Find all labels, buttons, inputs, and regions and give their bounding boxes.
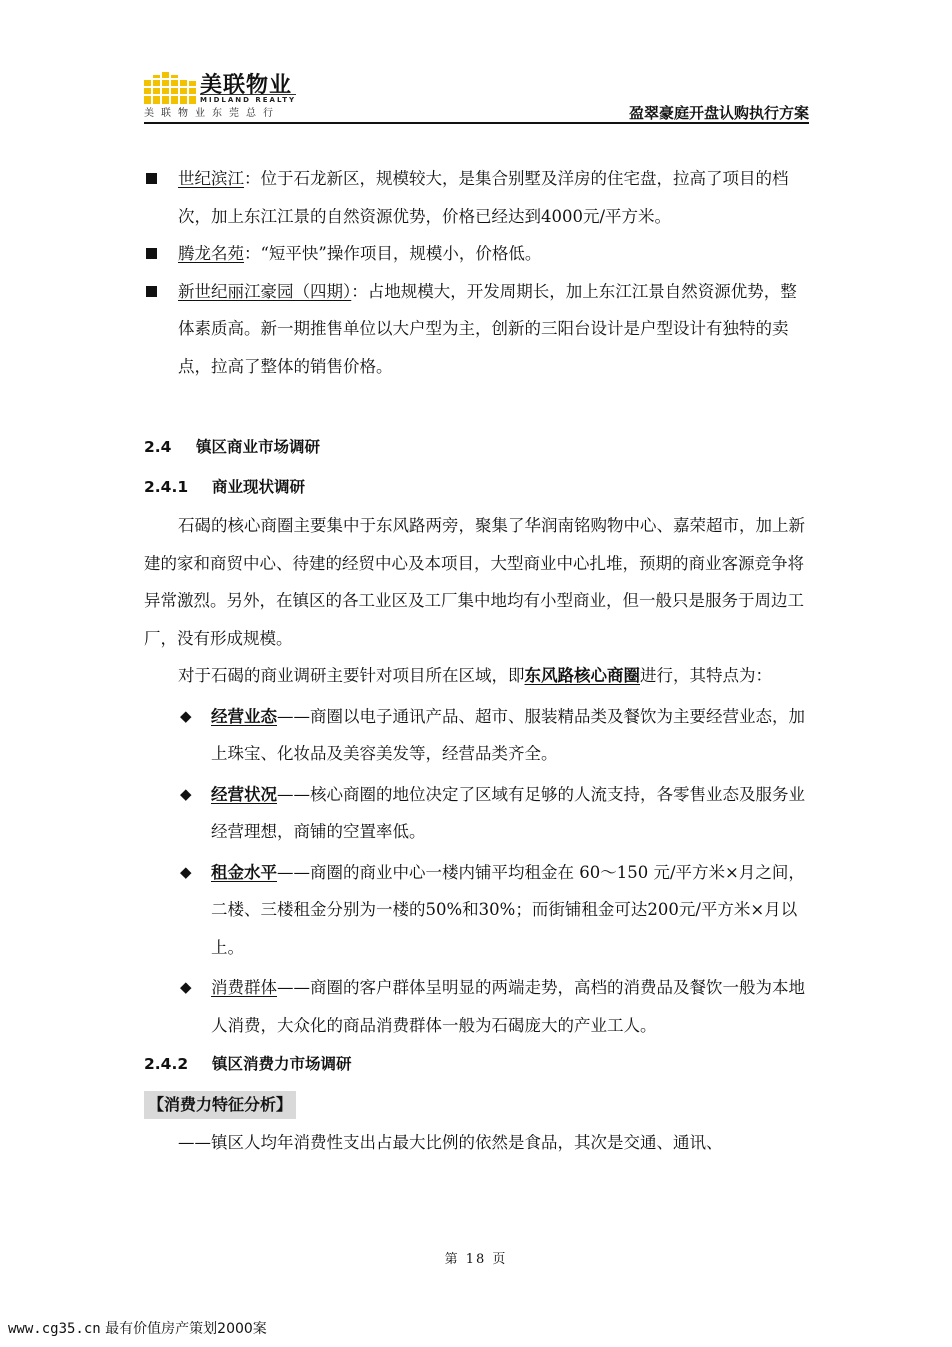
diamond-bullet-icon: ◆	[180, 784, 192, 803]
paragraph-text: 对于石碣的商业调研主要针对项目所在区域，即	[178, 666, 525, 685]
project-name: 世纪滨江	[178, 169, 244, 188]
feature-name: 经营业态	[211, 706, 277, 726]
paragraph-consumption: ——镇区人均年消费性支出占最大比例的依然是食品，其次是交通、通讯、	[178, 1133, 723, 1152]
feature-description: ——商圈以电子通讯产品、超市、服装精品类及餐饮为主要经营业态，加上珠宝、化妆品及美容美发等，经营品类齐全。	[211, 706, 805, 763]
diamond-bullet-icon: ◆	[180, 978, 192, 996]
logo-english-name: MIDLAND REALTY	[200, 96, 297, 104]
feature-description: ——商圈的商业中心一楼内铺平均租金在 60～150 元/平方米×月之间，二楼、三楼租金分别为一楼的50%和30%；而街铺租金可达200元/平方米×月以上。	[211, 862, 805, 957]
section-heading-2-4	[144, 427, 809, 467]
project-item	[144, 160, 809, 235]
feature-description: ——核心商圈的地位决定了区域有足够的人流支持，各零售业态及服务业经营理想，商铺的空置率低。	[211, 784, 805, 841]
diamond-bullet-icon: ◆	[180, 862, 192, 881]
project-item	[144, 235, 809, 273]
paragraph-research-scope	[144, 657, 809, 695]
feature-item	[144, 854, 809, 967]
spacer	[144, 385, 809, 427]
midland-logo-icon	[144, 72, 196, 104]
feature-name: 消费群体	[211, 978, 277, 997]
project-description: ：占地规模大，开发周期长，加上东江江景自然资源优势，整体素质高。新一期推售单位以大户型为主，创新的三阳台设计是户型设计有独特的卖点，拉高了整体的销售价格。	[178, 281, 797, 376]
project-description: ：位于石龙新区，规模较大，是集合别墅及洋房的住宅盘，拉高了项目的档次，加上东江江景的自然资源优势，价格已经达到4000元/平方米。	[178, 169, 789, 226]
section-number: 2.4	[144, 438, 172, 456]
section-heading-2-4-1	[144, 467, 809, 507]
highlighted-area: 东风路核心商圈	[524, 666, 640, 685]
square-bullet-icon	[146, 173, 157, 184]
feature-item	[144, 969, 809, 1044]
page-number: 第 18 页	[444, 1252, 508, 1267]
footer-text: 最有价值房产策划2000案	[105, 1321, 267, 1337]
analysis-tag-row	[144, 1084, 809, 1124]
diamond-bullet-icon: ◆	[180, 706, 192, 725]
section-title: 镇区商业市场调研	[196, 438, 321, 456]
footer-watermark	[8, 1318, 267, 1338]
feature-name: 经营状况	[211, 784, 277, 804]
feature-name: 租金水平	[211, 862, 277, 882]
square-bullet-icon	[146, 286, 157, 297]
analysis-tag: 【消费力特征分析】	[144, 1091, 296, 1119]
project-description: ：“短平快”操作项目，规模小，价格低。	[244, 244, 542, 263]
feature-description: ——商圈的客户群体呈明显的两端走势，高档的消费品及餐饮一般为本地人消费，大众化的商品消费群体一般为石碣庞大的产业工人。	[211, 978, 805, 1035]
section-number: 2.4.1	[144, 478, 189, 496]
section-title: 镇区消费力市场调研	[212, 1055, 352, 1073]
header-divider	[144, 122, 809, 124]
project-name: 新世纪丽江豪园（四期）	[178, 281, 352, 301]
section-heading-2-4-2	[144, 1044, 809, 1084]
paragraph-text: 进行，其特点为：	[640, 666, 772, 685]
project-name: 腾龙名苑	[178, 244, 244, 263]
logo-branch-name: 美联物业东莞总行	[144, 108, 280, 119]
page-content	[144, 160, 809, 1162]
square-bullet-icon	[146, 248, 157, 259]
section-title: 商业现状调研	[212, 478, 306, 496]
section-number: 2.4.2	[144, 1055, 189, 1073]
page-header	[144, 64, 809, 124]
feature-item	[144, 776, 809, 851]
feature-item	[144, 698, 809, 773]
document-title: 盈翠豪庭开盘认购执行方案	[628, 104, 809, 122]
project-item	[144, 273, 809, 386]
paragraph-business-status: 石碣的核心商圈主要集中于东风路两旁，聚集了华润南铭购物中心、嘉荣超市，加上新建的家和商贸中心、待建的经贸中心及本项目，大型商业中心扎堆，预期的商业客源竞争将异常激烈。另外，在镇区的各工业区及工厂集中地均有小型商业，但一般只是服务于周边工厂，没有形成规模。	[144, 516, 805, 648]
logo-chinese-name: 美联物业	[200, 73, 293, 98]
footer-url: www.cg35.cn	[8, 1321, 101, 1337]
